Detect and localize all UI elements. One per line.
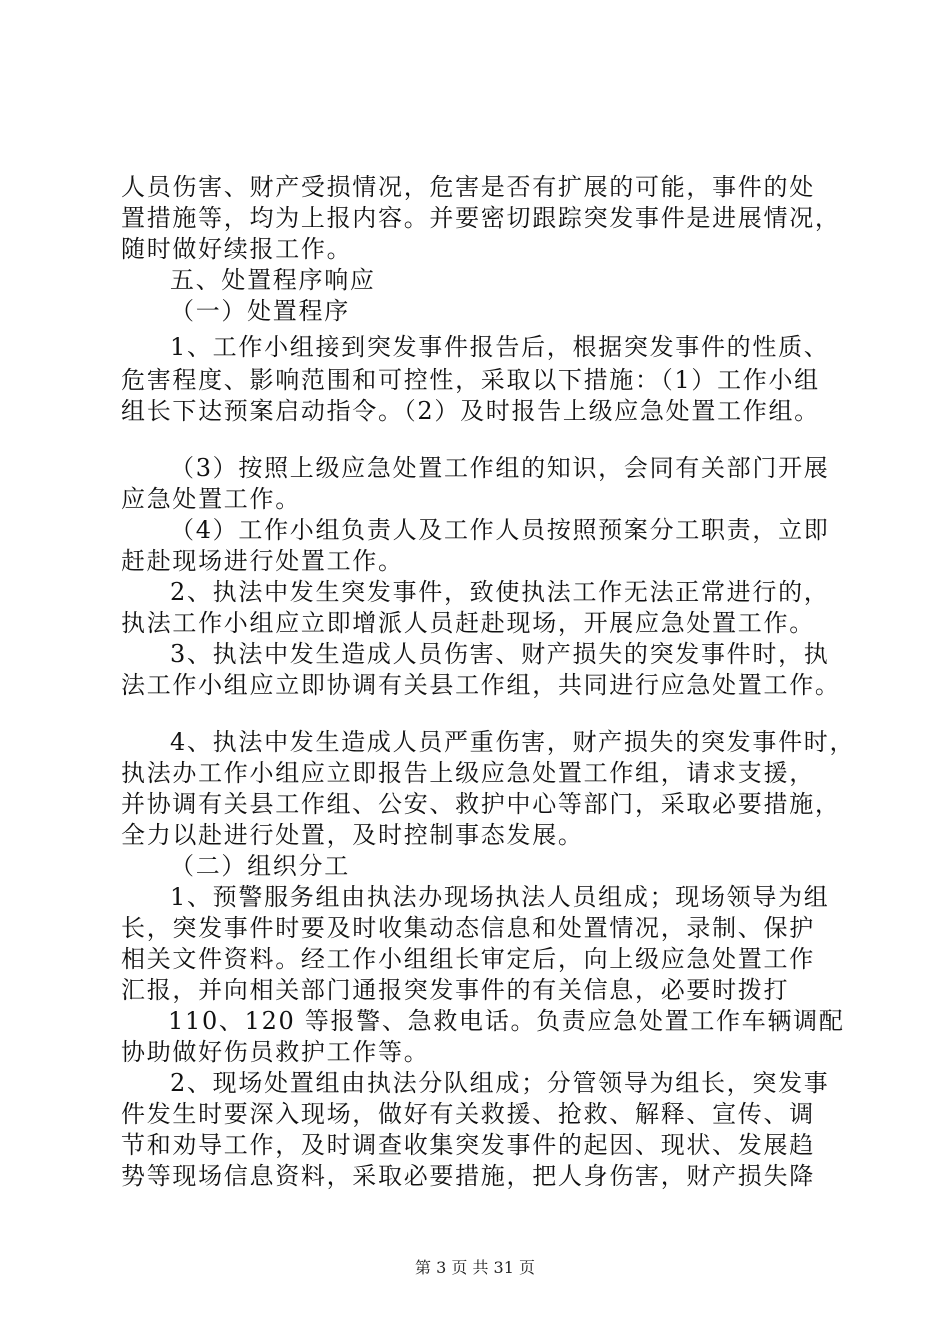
- body-line: 法工作小组应立即协调有关县工作组，共同进行应急处置工作。: [121, 671, 841, 699]
- body-line: 110、120 等报警、急救电话。负责应急处置工作车辆调配: [168, 1007, 845, 1035]
- body-line: 应急处置工作。: [121, 485, 301, 513]
- body-line: 节和劝导工作，及时调查收集突发事件的起因、现状、发展趋: [121, 1131, 815, 1159]
- body-line: （3）按照上级应急处置工作组的知识，会同有关部门开展: [170, 454, 830, 482]
- body-line: 3、执法中发生造成人员伤害、财产损失的突发事件时，执: [170, 640, 830, 668]
- body-line: 长，突发事件时要及时收集动态信息和处置情况，录制、保护: [121, 914, 815, 942]
- body-line: 2、现场处置组由执法分队组成；分管领导为组长，突发事: [170, 1069, 830, 1097]
- body-line: 件发生时要深入现场，做好有关救援、抢救、解释、宣传、调: [121, 1100, 815, 1128]
- body-line: 置措施等，均为上报内容。并要密切跟踪突发事件是进展情况，: [121, 204, 841, 232]
- body-line: 危害程度、影响范围和可控性，采取以下措施：（1）工作小组: [121, 366, 820, 394]
- section-heading: 五、处置程序响应: [170, 266, 376, 294]
- body-line: 组长下达预案启动指令。（2）及时报告上级应急处置工作组。: [121, 397, 820, 425]
- body-line: 随时做好续报工作。: [121, 235, 353, 263]
- body-line: 1、工作小组接到突发事件报告后，根据突发事件的性质、: [170, 333, 830, 361]
- body-line: 赶赴现场进行处置工作。: [121, 547, 404, 575]
- body-line: 1、预警服务组由执法办现场执法人员组成；现场领导为组: [170, 883, 830, 911]
- body-line: 势等现场信息资料，采取必要措施，把人身伤害，财产损失降: [121, 1162, 815, 1190]
- body-line: 4、执法中发生造成人员严重伤害，财产损失的突发事件时，: [170, 728, 856, 756]
- body-line: 人员伤害、财产受损情况，危害是否有扩展的可能，事件的处: [121, 173, 815, 201]
- body-line: 全力以赴进行处置，及时控制事态发展。: [121, 821, 584, 849]
- body-line: 2、执法中发生突发事件，致使执法工作无法正常进行的，: [170, 578, 830, 606]
- subsection-heading: （二）组织分工: [170, 852, 350, 880]
- body-line: 执法工作小组应立即增派人员赶赴现场，开展应急处置工作。: [121, 609, 815, 637]
- page-number-footer: 第 3 页 共 31 页: [415, 1258, 535, 1277]
- body-line: （4）工作小组负责人及工作人员按照预案分工职责，立即: [170, 516, 830, 544]
- body-line: 汇报，并向相关部门通报突发事件的有关信息，必要时拨打: [121, 976, 790, 1004]
- body-line: 协助做好伤员救护工作等。: [121, 1038, 430, 1066]
- body-line: 并协调有关县工作组、公安、救护中心等部门，采取必要措施，: [121, 790, 841, 818]
- body-line: 相关文件资料。经工作小组组长审定后，向上级应急处置工作: [121, 945, 815, 973]
- subsection-heading: （一）处置程序: [170, 297, 350, 325]
- body-line: 执法办工作小组应立即报告上级应急处置工作组，请求支援，: [121, 759, 815, 787]
